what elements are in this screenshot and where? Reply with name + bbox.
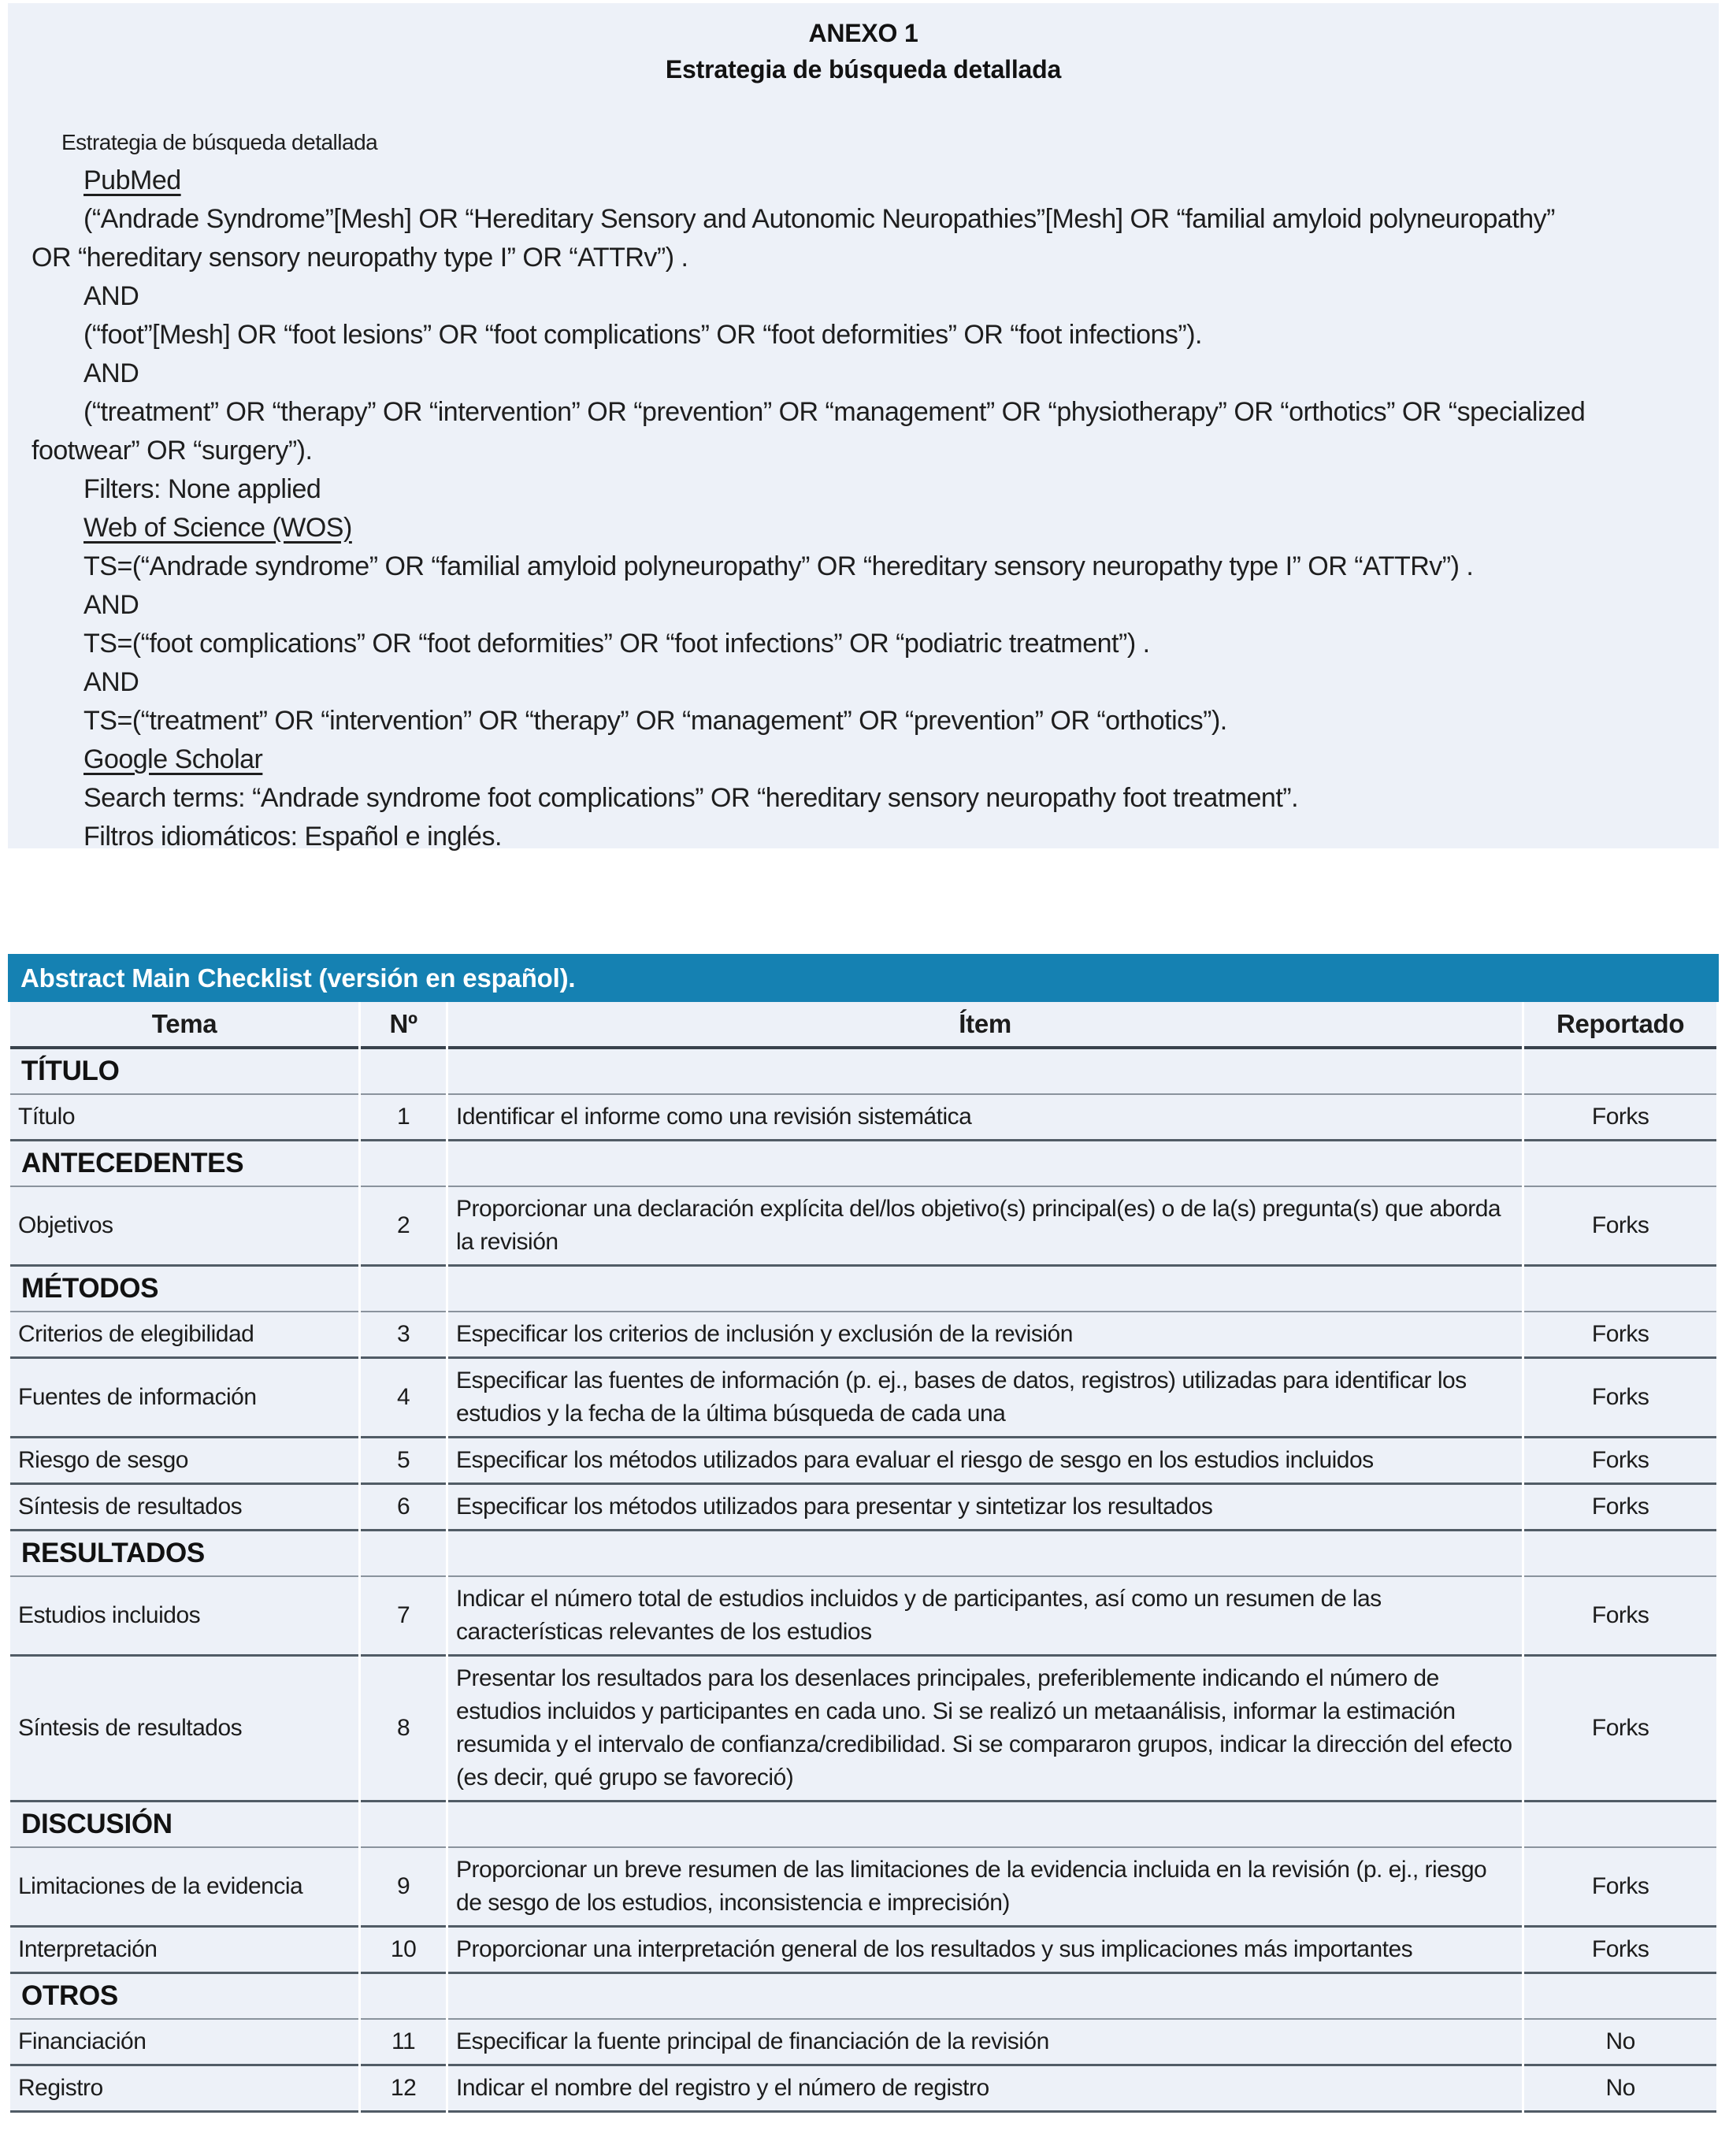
table-row [10,1577,1716,1657]
section-empty-cell [1524,1141,1716,1187]
database-name-heading: Google Scholar [83,744,263,774]
cell-item: Especificar las fuentes de información (p. ej., bases de datos, registros) utilizadas para identificar los estudios y la fecha de la última búsqueda de cada una [448,1359,1522,1438]
search-strategy-line: TS=(“treatment” OR “intervention” OR “therapy” OR “management” OR “prevention” OR “orthotics”). [83,706,1227,736]
table-row [10,1359,1716,1438]
cell-item: Indicar el nombre del registro y el número de registro [448,2066,1522,2113]
cell-item: Especificar los métodos utilizados para evaluar el riesgo de sesgo en los estudios incluidos [448,1438,1522,1485]
cell-reportado: Forks [1524,1657,1716,1802]
search-strategy-line: Estrategia de búsqueda detallada [61,130,378,154]
cell-number: 10 [361,1928,446,1974]
section-label: RESULTADOS [10,1531,358,1577]
section-empty-cell [1524,1049,1716,1095]
cell-item: Presentar los resultados para los desenlaces principales, preferiblemente indicando el número de estudios incluidos y participantes en cada uno. Si se realizó un metaanálisis, informar la estimación resumida y el intervalo de confianza/credibilidad. Si se compararon grupos, indicar la dirección del efecto (es decir, qué grupo se favoreció) [448,1657,1522,1802]
section-empty-cell [361,1049,446,1095]
section-empty-cell [448,1049,1522,1095]
cell-number: 12 [361,2066,446,2113]
database-name-heading: Web of Science (WOS) [83,513,352,543]
cell-number: 6 [361,1485,446,1531]
cell-item: Proporcionar una interpretación general de los resultados y sus implicaciones más importantes [448,1928,1522,1974]
cell-number: 5 [361,1438,446,1485]
cell-reportado: Forks [1524,1312,1716,1359]
cell-number: 1 [361,1095,446,1141]
section-empty-cell [1524,1974,1716,2020]
abstract-checklist [8,954,1719,2113]
section-empty-cell [1524,1531,1716,1577]
section-label: TÍTULO [10,1049,358,1095]
search-strategy-line: (“treatment” OR “therapy” OR “intervention” OR “prevention” OR “management” OR “physiotherapy” OR “orthotics” OR “specialized [83,397,1586,427]
search-strategy-text [8,123,1719,856]
cell-tema: Financiación [10,2020,358,2066]
search-strategy-line: (“foot”[Mesh] OR “foot lesions” OR “foot complications” OR “foot deformities” OR “foot infections”). [83,320,1202,350]
cell-reportado: Forks [1524,1848,1716,1928]
section-empty-cell [361,1267,446,1312]
cell-tema: Estudios incluidos [10,1577,358,1657]
search-strategy-line: AND [83,590,139,620]
database-name-heading: PubMed [83,165,181,195]
column-header-reportado: Reportado [1524,1002,1716,1049]
section-empty-cell [361,1531,446,1577]
section-label: DISCUSIÓN [10,1802,358,1848]
table-row [10,1095,1716,1141]
cell-item: Proporcionar un breve resumen de las limitaciones de la evidencia incluida en la revisión (p. ej., riesgo de sesgo de los estudios, inconsistencia e imprecisión) [448,1848,1522,1928]
search-strategy-line: TS=(“foot complications” OR “foot deformities” OR “foot infections” OR “podiatric treatment”) . [83,629,1150,659]
table-row [10,1485,1716,1531]
section-empty-cell [448,1802,1522,1848]
section-empty-cell [1524,1802,1716,1848]
column-header-tema: Tema [10,1002,358,1049]
cell-reportado: No [1524,2066,1716,2113]
section-empty-cell [361,1974,446,2020]
column-header-row [10,1002,1716,1049]
cell-number: 2 [361,1187,446,1267]
search-strategy-line: OR “hereditary sensory neuropathy type I” OR “ATTRv”) . [32,243,688,273]
annex-title: ANEXO 1 [808,19,918,47]
cell-item: Especificar los métodos utilizados para presentar y sintetizar los resultados [448,1485,1522,1531]
cell-tema: Título [10,1095,358,1141]
section-label: MÉTODOS [10,1267,358,1312]
cell-item: Proporcionar una declaración explícita del/los objetivo(s) principal(es) o de la(s) pregunta(s) que aborda la revisión [448,1187,1522,1267]
table-row [10,2020,1716,2066]
annex-subtitle: Estrategia de búsqueda detallada [665,55,1062,83]
search-strategy-line: AND [83,358,139,388]
cell-tema: Interpretación [10,1928,358,1974]
cell-tema: Registro [10,2066,358,2113]
checklist-title-bar: Abstract Main Checklist (versión en español). [8,954,1719,1002]
section-row [10,1049,1716,1095]
annex-title-block [8,3,1719,88]
annex-search-strategy-panel [8,3,1719,852]
section-empty-cell [448,1531,1522,1577]
cell-tema: Síntesis de resultados [10,1657,358,1802]
cell-reportado: No [1524,2020,1716,2066]
cell-item: Especificar los criterios de inclusión y exclusión de la revisión [448,1312,1522,1359]
search-strategy-line: Search terms: “Andrade syndrome foot complications” OR “hereditary sensory neuropathy foot treatment”. [83,783,1299,813]
section-row [10,1974,1716,2020]
search-strategy-line: AND [83,667,139,697]
table-row [10,1438,1716,1485]
search-strategy-line: AND [83,281,139,311]
section-empty-cell [361,1802,446,1848]
section-empty-cell [1524,1267,1716,1312]
search-strategy-line: footwear” OR “surgery”). [32,436,313,466]
cell-number: 8 [361,1657,446,1802]
search-strategy-line: (“Andrade Syndrome”[Mesh] OR “Hereditary Sensory and Autonomic Neuropathies”[Mesh] OR “familial amyloid polyneuropathy” [83,204,1555,234]
section-row [10,1531,1716,1577]
section-row [10,1802,1716,1848]
checklist-table [8,1002,1719,2113]
search-strategy-line: Filters: None applied [83,474,321,504]
cell-number: 4 [361,1359,446,1438]
cell-tema: Fuentes de información [10,1359,358,1438]
cell-item: Identificar el informe como una revisión sistemática [448,1095,1522,1141]
cell-tema: Criterios de elegibilidad [10,1312,358,1359]
cell-reportado: Forks [1524,1187,1716,1267]
cell-tema: Riesgo de sesgo [10,1438,358,1485]
cell-number: 7 [361,1577,446,1657]
section-empty-cell [361,1141,446,1187]
section-row [10,1267,1716,1312]
cell-reportado: Forks [1524,1577,1716,1657]
table-row [10,1928,1716,1974]
section-empty-cell [448,1974,1522,2020]
cell-reportado: Forks [1524,1928,1716,1974]
search-strategy-line: TS=(“Andrade syndrome” OR “familial amyloid polyneuropathy” OR “hereditary sensory neuropathy type I” OR “ATTRv”) . [83,551,1474,581]
cell-reportado: Forks [1524,1359,1716,1438]
table-row [10,1848,1716,1928]
column-header-item: Ítem [448,1002,1522,1049]
table-row [10,2066,1716,2113]
table-row [10,1187,1716,1267]
cell-reportado: Forks [1524,1485,1716,1531]
cell-tema: Síntesis de resultados [10,1485,358,1531]
cell-item: Indicar el número total de estudios incluidos y de participantes, así como un resumen de las características relevantes de los estudios [448,1577,1522,1657]
section-label: OTROS [10,1974,358,2020]
cell-tema: Objetivos [10,1187,358,1267]
section-row [10,1141,1716,1187]
cell-reportado: Forks [1524,1095,1716,1141]
cell-number: 11 [361,2020,446,2066]
cell-number: 3 [361,1312,446,1359]
table-row [10,1657,1716,1802]
section-label: ANTECEDENTES [10,1141,358,1187]
cell-number: 9 [361,1848,446,1928]
column-header-num: Nº [361,1002,446,1049]
table-row [10,1312,1716,1359]
section-empty-cell [448,1141,1522,1187]
section-empty-cell [448,1267,1522,1312]
cell-reportado: Forks [1524,1438,1716,1485]
search-strategy-line: Filtros idiomáticos: Español e inglés. [83,822,502,852]
cell-tema: Limitaciones de la evidencia [10,1848,358,1928]
cell-item: Especificar la fuente principal de financiación de la revisión [448,2020,1522,2066]
